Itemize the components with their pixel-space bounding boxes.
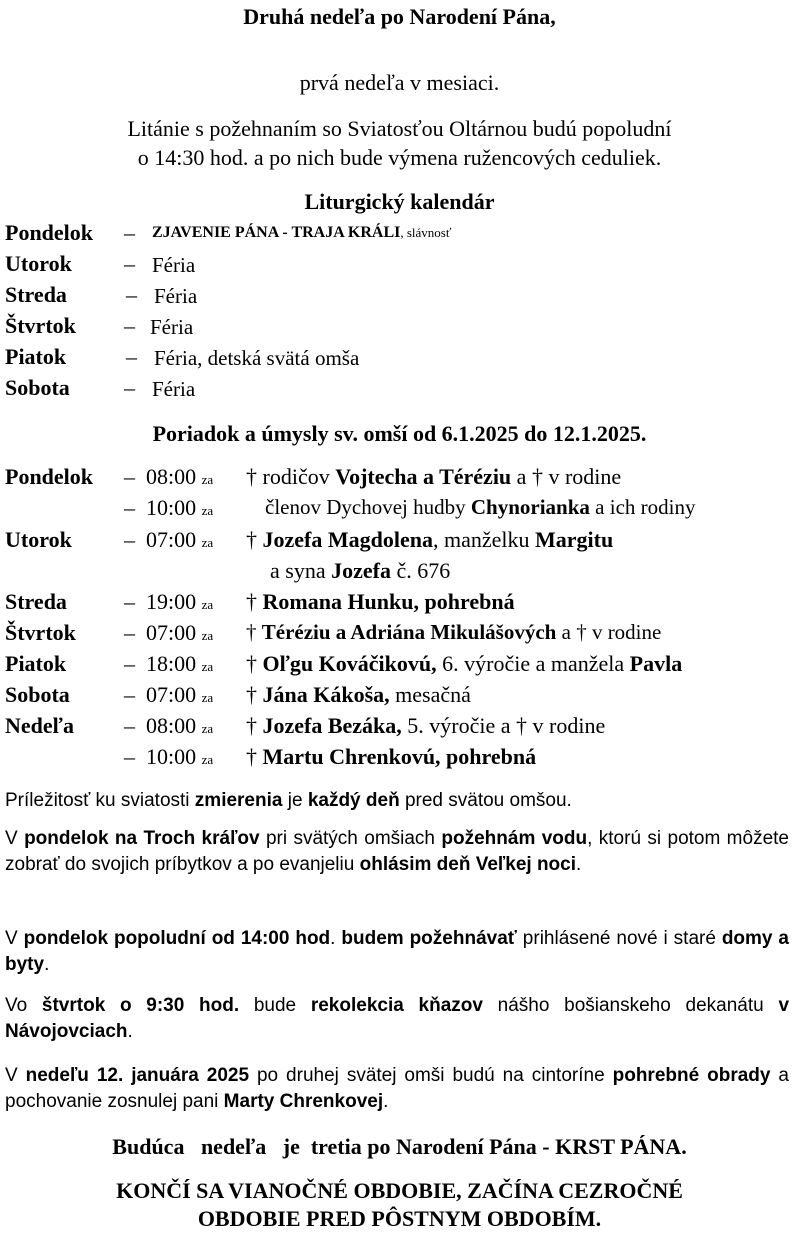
mass-intention: † Jozefa Bezáka, 5. výročie a † v rodine	[246, 713, 606, 738]
calendar-heading: Liturgický kalendár	[304, 189, 495, 214]
calendar-day: Sobota	[5, 375, 70, 400]
dash: –	[124, 313, 135, 338]
schedule-time: – 10:00 za	[124, 495, 214, 520]
schedule-time: – 19:00 za	[124, 589, 214, 614]
cross-icon: †	[246, 589, 257, 614]
announcement-house-blessing: V pondelok popoludní od 14:00 hod. budem požehnávať prihlásené nové i staré domy a byty.	[5, 928, 789, 975]
schedule-time: – 08:00 za	[124, 713, 214, 738]
calendar-day: Utorok	[5, 251, 72, 276]
mass-intention: a syna Jozefa č. 676	[270, 558, 451, 583]
schedule-time: – 08:00 za	[124, 464, 214, 489]
schedule-time: – 07:00 za	[124, 682, 214, 707]
schedule-day: Streda	[5, 589, 67, 614]
cross-icon: †	[246, 527, 257, 552]
cross-icon: †	[246, 620, 257, 644]
schedule-time: – 07:00 za	[124, 620, 214, 645]
schedule-time: – 10:00 za	[124, 744, 214, 769]
announcement-water-blessing: V pondelok na Troch kráľov pri svätých omšiach požehnám vodu, ktorú si potom môžete zobrať do svojich príbytkov a po evanjeliu ohlásim deň Veľkej noci.	[5, 828, 789, 875]
mass-intention: † Martu Chrenkovú, pohrebná	[246, 744, 537, 769]
calendar-day: Štvrtok	[5, 313, 76, 338]
schedule-day: Utorok	[5, 527, 72, 552]
feast-rank: , slávnosť	[400, 225, 452, 240]
cross-icon: †	[246, 464, 257, 489]
cross-icon: †	[246, 651, 257, 676]
calendar-desc: Féria	[154, 284, 198, 308]
schedule-day: Sobota	[5, 682, 70, 707]
announcement-recollection: Vo štvrtok o 9:30 hod. bude rekolekcia kňazov nášho bošianskeho dekanátu v Návojovciach.	[5, 995, 790, 1042]
calendar-desc: Féria	[152, 253, 196, 277]
dash: –	[124, 251, 135, 276]
next-sunday-note: Budúca nedeľa je tretia po Narodení Pána - KRST PÁNA.	[112, 1134, 687, 1159]
calendar-desc: Féria	[152, 377, 196, 401]
cross-icon: †	[246, 682, 257, 707]
announcement-confession: Príležitosť ku sviatosti zmierenia je každý deň pred svätou omšou.	[5, 790, 572, 811]
cross-icon: †	[516, 713, 528, 738]
season-note-line-1: KONČÍ SA VIANOČNÉ OBDOBIE, ZAČÍNA CEZROČNÉ	[116, 1178, 683, 1203]
schedule-day: Nedeľa	[5, 713, 74, 738]
calendar-desc: Féria, detská svätá omša	[154, 346, 360, 370]
schedule-time: – 18:00 za	[124, 651, 214, 676]
feast-name: ZJAVENIE PÁNA - TRAJA KRÁLI	[152, 224, 401, 241]
mass-intention: † Téréziu a Adriána Mikulášových a † v rodine	[246, 620, 662, 644]
cross-icon: †	[246, 713, 257, 738]
dash: –	[124, 375, 135, 400]
season-note-line-2: OBDOBIE PRED PÔSTNYM OBDOBÍM.	[197, 1206, 602, 1231]
schedule-day: Piatok	[5, 651, 67, 676]
dash: –	[126, 282, 137, 307]
calendar-desc: Féria	[150, 315, 194, 339]
litany-line-1: Litánie s požehnaním so Sviatosťou Oltárnou budú popoludní	[127, 116, 672, 141]
mass-intention: † Jozefa Magdolena, manželku Margitu	[246, 527, 614, 552]
cross-icon: †	[576, 620, 587, 644]
schedule-heading: Poriadok a úmysly sv. omší od 6.1.2025 do 12.1.2025.	[152, 421, 647, 446]
calendar-day: Streda	[5, 282, 67, 307]
dash: –	[124, 220, 135, 245]
calendar-day: Pondelok	[5, 220, 94, 245]
litany-line-2: o 14:30 hod. a po nich bude výmena ružencových ceduliek.	[137, 145, 662, 170]
mass-intention: † Romana Hunku, pohrebná	[246, 589, 515, 614]
mass-intention: † Oľgu Kováčikovú, 6. výročie a manžela Pavla	[246, 651, 683, 676]
schedule-time: – 07:00 za	[124, 527, 214, 552]
dash: –	[126, 344, 137, 369]
mass-intention: členov Dychovej hudby Chynorianka a ich rodiny	[265, 495, 696, 519]
mass-intention: † rodičov Vojtecha a Téréziu a † v rodine	[246, 464, 622, 489]
page-title: Druhá nedeľa po Narodení Pána,	[243, 4, 556, 29]
schedule-day: Pondelok	[5, 464, 94, 489]
announcement-funeral: V nedeľu 12. januára 2025 po druhej svätej omši budú na cintoríne pohrebné obrady a pochovanie zosnulej pani Marty Chrenkovej.	[5, 1065, 789, 1112]
calendar-desc	[152, 224, 451, 242]
cross-icon: †	[531, 464, 543, 489]
page-subtitle: prvá nedeľa v mesiaci.	[299, 70, 500, 95]
mass-intention: † Jána Kákoša, mesačná	[246, 682, 471, 707]
calendar-day: Piatok	[5, 344, 67, 369]
cross-icon: †	[246, 744, 257, 769]
schedule-day: Štvrtok	[5, 620, 76, 645]
